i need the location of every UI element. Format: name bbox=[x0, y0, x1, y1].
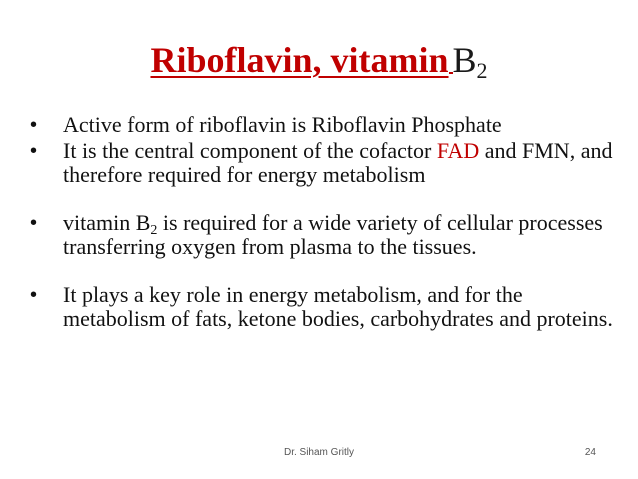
bullet-text-before: It is the central component of the cofactor bbox=[63, 138, 437, 163]
bullet-item bbox=[30, 113, 620, 137]
bullet-text: Active form of riboflavin is Riboflavin Phosphate bbox=[63, 112, 502, 137]
bullet-marker: • bbox=[30, 140, 38, 162]
bullet-marker: • bbox=[30, 212, 38, 234]
bullet-list bbox=[30, 113, 620, 331]
title-vitamin-letter bbox=[452, 40, 488, 83]
bullet-subscript: 2 bbox=[150, 223, 158, 238]
title-text: Riboflavin, vitamin bbox=[150, 40, 449, 80]
bullet-text: It plays a key role in energy metabolism, and for the metabolism of fats, ketone bodies, carbohydrates and proteins. bbox=[63, 282, 613, 331]
bullet-text-after: is required for a wide variety of cellular processes transferring oxygen from plasma to the tissues. bbox=[63, 210, 603, 259]
page-number: 24 bbox=[584, 447, 596, 458]
bullet-text-after: and FMN, and therefore required for energy metabolism bbox=[63, 138, 613, 187]
bullet-text-before: vitamin B bbox=[63, 210, 151, 235]
footer-author: Dr. Siham Gritly bbox=[283, 447, 354, 458]
bullet-marker: • bbox=[30, 114, 38, 136]
bullet-marker: • bbox=[30, 284, 38, 306]
slide-title bbox=[0, 38, 638, 82]
bullet-item bbox=[30, 211, 620, 259]
bullet-item bbox=[30, 139, 620, 187]
title-subscript: 2 bbox=[476, 58, 488, 83]
fad-highlight: FAD bbox=[436, 138, 480, 163]
bullet-item bbox=[30, 283, 620, 331]
title-letter: B bbox=[452, 40, 477, 80]
